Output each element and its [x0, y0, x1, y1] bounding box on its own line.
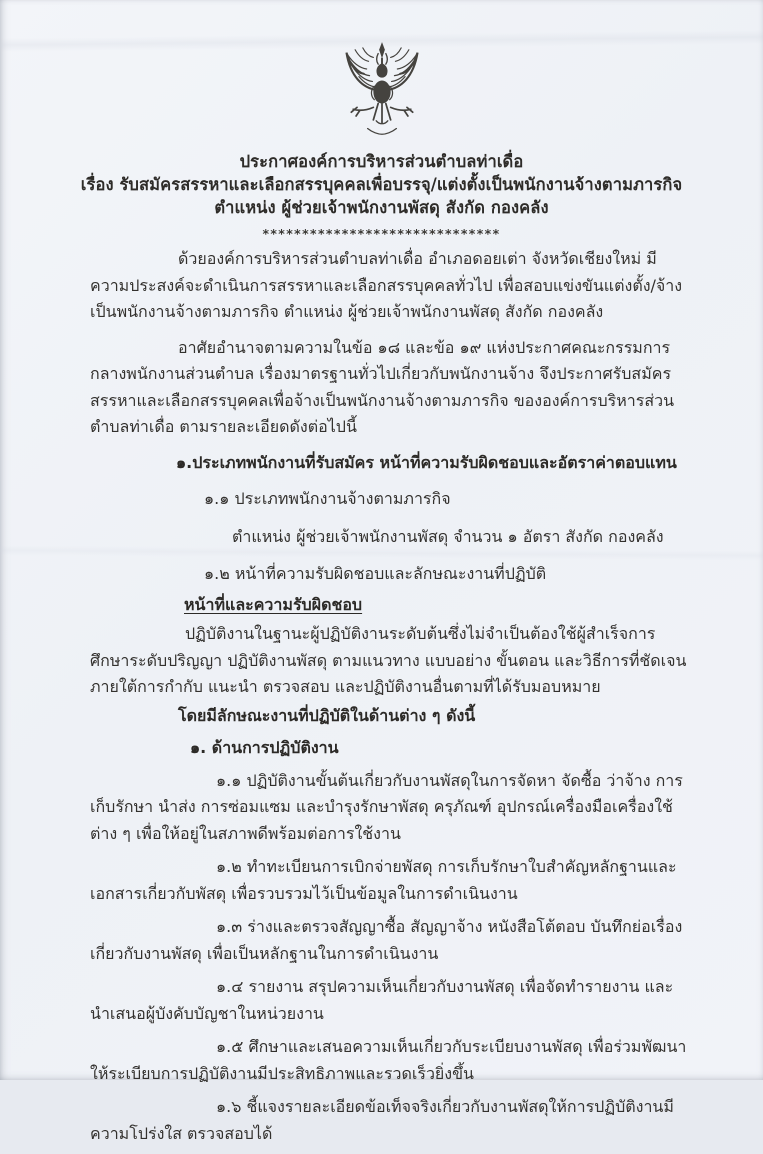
intro-paragraph-2: อาศัยอำนาจตามความในข้อ ๑๘ และข้อ ๑๙ แห่งประกาศคณะกรรมการกลางพนักงานส่วนตำบล เรื่องมาตรฐานทั่วไปเกี่ยวกับพนักงานจ้าง จึงประกาศรับสมัครสรรหาและเลือกสรรบุคคลเพื่อจ้างเป็นพนักงานจ้างตามภารกิจ ขององค์การบริหารส่วนตำบลท่าเดื่อ ตามรายละเอียดดังต่อไปนี้ [90, 337, 675, 436]
asterisk-divider: ****************************** [262, 226, 501, 241]
operations-item-1: ๑.๑ ปฏิบัติงานขั้นต้นเกี่ยวกับงานพัสดุในการจัดหา จัดซื้อ ว่าจ้าง การเก็บรักษา นำส่ง การซ่อมแซม และบำรุงรักษาพัสดุ ครุภัณฑ์ อุปกรณ์เครื่องมือเครื่องใช้ต่าง ๆ เพื่อให้อยู่ในสภาพดีพร้อมต่อการใช้งาน [90, 770, 683, 843]
section1-item-1-2: ๑.๒ หน้าที่ความรับผิดชอบและลักษณะงานที่ปฏิบัติ [204, 564, 547, 583]
aspects-lead-line: โดยมีลักษณะงานที่ปฏิบัติในด้านต่าง ๆ ดังนี้ [178, 705, 476, 725]
operations-item-3: ๑.๓ ร่างและตรวจสัญญาซื้อ สัญญาจ้าง หนังสือโต้ตอบ บันทึกย่อเรื่องเกี่ยวกับงานพัสดุ เพื่อเป็นหลักฐานในการดำเนินงาน [90, 917, 683, 963]
announcement-org-line: ประกาศองค์การบริหารส่วนตำบลท่าเดื่อ [239, 152, 524, 171]
operations-item-2: ๑.๒ ทำทะเบียนการเบิกจ่ายพัสดุ การเก็บรักษาใบสำคัญหลักฐานและเอกสารเกี่ยวกับพัสดุ เพื่อรวบรวมไว้เป็นข้อมูลในการดำเนินงาน [90, 857, 677, 903]
announcement-subject-line: เรื่อง รับสมัครสรรหาและเลือกสรรบุคคลเพื่อบรรจุ/แต่งตั้งเป็นพนักงานจ้างตามภารกิจ [80, 175, 683, 194]
intro-paragraph-1: ด้วยองค์การบริหารส่วนตำบลท่าเดื่อ อำเภอดอยเต่า จังหวัดเชียงใหม่ มีความประสงค์จะดำเนินการสรรหาและเลือกสรรบุคคลทั่วไป เพื่อสอบแข่งขันแต่งตั้ง/จ้างเป็นพนักงานจ้างตามภารกิจ ตำแหน่ง ผู้ช่วยเจ้าพนักงานพัสดุ สังกัด กองคลัง [90, 249, 683, 321]
document-body [90, 246, 692, 1154]
section1-item-1-1: ๑.๑ ประเภทพนักงานจ้างตามภารกิจ [204, 489, 451, 508]
garuda-emblem-icon [0, 40, 763, 148]
section1-heading: ๑.ประเภทพนักงานที่รับสมัคร หน้าที่ความรับผิดชอบและอัตราค่าตอบแทน [176, 452, 677, 472]
operations-item-4: ๑.๔ รายงาน สรุปความเห็นเกี่ยวกับงานพัสดุ เพื่อจัดทำรายงาน และนำเสนอผู้บังคับบัญชาในหน่วยงาน [90, 977, 674, 1023]
operations-item-5: ๑.๕ ศึกษาและเสนอความเห็นเกี่ยวกับระเบียบงานพัสดุ เพื่อร่วมพัฒนาให้ระเบียบการปฏิบัติงานมีประสิทธิภาพและรวดเร็วยิ่งขึ้น [90, 1037, 687, 1083]
duty-description: ปฏิบัติงานในฐานะผู้ปฏิบัติงานระดับต้นซึ่งไม่จำเป็นต้องใช้ผู้สำเร็จการศึกษาระดับปริญญา ปฏิบัติงานพัสดุ ตามแนวทาง แบบอย่าง ขั้นตอน และวิธีการที่ชัดเจน ภายใต้การกำกับ แนะนำ ตรวจสอบ และปฏิบัติงานอื่นตามที่ได้รับมอบหมาย [90, 624, 687, 696]
document-title-block [40, 150, 723, 245]
operations-heading: ๑. ด้านการปฏิบัติงาน [190, 738, 339, 757]
duty-responsibility-heading: หน้าที่และความรับผิดชอบ [184, 594, 363, 614]
section1-position-line: ตำแหน่ง ผู้ช่วยเจ้าพนักงานพัสดุ จำนวน ๑ อัตรา สังกัด กองคลัง [232, 526, 664, 546]
operations-item-6: ๑.๖ ชี้แจงรายละเอียดข้อเท็จจริงเกี่ยวกับงานพัสดุให้การปฏิบัติงานมีความโปร่งใส ตรวจสอบได้ [90, 1097, 674, 1143]
announcement-position-line: ตำแหน่ง ผู้ช่วยเจ้าพนักงานพัสดุ สังกัด กองคลัง [214, 198, 549, 217]
